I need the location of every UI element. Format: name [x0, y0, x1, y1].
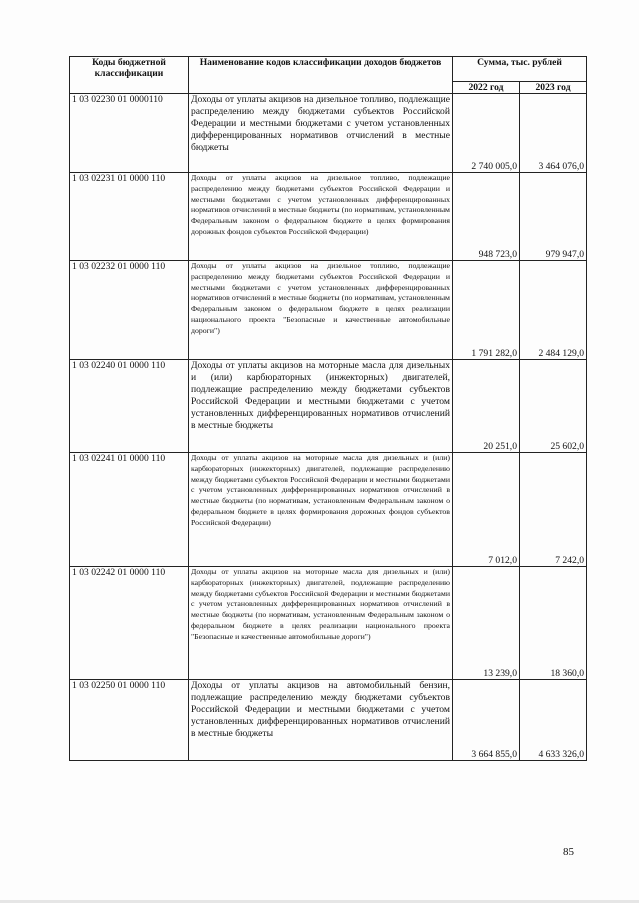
table-row: [70, 680, 587, 761]
value-2022-cell: 20 251,0: [453, 360, 520, 453]
name-cell: Доходы от уплаты акцизов на моторные масла для дизельных и (или) карбюраторных (инжекторных) двигателей, подлежащие распределению между бюджетами субъектов Российской Федерации и местными бюджетами с учетом установленных дифференцированных нормативов отчислений в местные бюджеты (по нормативам, установленным Федеральным законом о федеральном бюджете в целях формирования дорожных фондов субъектов Российской Федерации): [189, 453, 453, 567]
name-cell: Доходы от уплаты акцизов на дизельное топливо, подлежащие распределению между бюджетами субъектов Российской Федерации и местными бюджетами с учетом установленных дифференцированных нормативов отчислений в местные бюджеты (по нормативам, установленным Федеральным законом о федеральном бюджете в целях реализации национального проекта "Безопасные и качественные автомобильные дороги"): [189, 261, 453, 360]
value-2022-cell: 948 723,0: [453, 173, 520, 261]
value-2022-cell: 2 740 005,0: [453, 94, 520, 173]
code-cell: 1 03 02232 01 0000 110: [70, 261, 189, 360]
value-2023-cell: 2 484 129,0: [520, 261, 587, 360]
code-cell: 1 03 02250 01 0000 110: [70, 680, 189, 761]
name-cell: Доходы от уплаты акцизов на дизельное топливо, подлежащие распределению между бюджетами субъектов Российской Федерации и местными бюджетами с учетом установленных дифференцированных нормативов отчислений в местные бюджеты: [189, 94, 453, 173]
table-row: [70, 173, 587, 261]
code-cell: 1 03 02240 01 0000 110: [70, 360, 189, 453]
code-cell: 1 03 02231 01 0000 110: [70, 173, 189, 261]
table-row: [70, 567, 587, 680]
code-cell: 1 03 02230 01 0000110: [70, 94, 189, 173]
value-2022-cell: 13 239,0: [453, 567, 520, 680]
table-row: [70, 360, 587, 453]
value-2023-cell: 25 602,0: [520, 360, 587, 453]
page-number: 85: [563, 846, 574, 858]
value-2023-cell: 3 464 076,0: [520, 94, 587, 173]
name-cell: Доходы от уплаты акцизов на дизельное топливо, подлежащие распределению между бюджетами субъектов Российской Федерации и местными бюджетами с учетом установленных дифференцированных нормативов отчислений в местные бюджеты (по нормативам, установленным Федеральным законом о федеральном бюджете в целях формирования дорожных фондов субъектов Российской Федерации): [189, 173, 453, 261]
name-cell: Доходы от уплаты акцизов на автомобильный бензин, подлежащие распределению между бюджетами субъектов Российской Федерации и местными бюджетами с учетом установленных дифференцированных нормативов отчислений в местные бюджеты: [189, 680, 453, 761]
year-2022-header: 2022 год: [453, 82, 520, 94]
value-2022-cell: 7 012,0: [453, 453, 520, 567]
value-2022-cell: 1 791 282,0: [453, 261, 520, 360]
year-2023-header: 2023 год: [520, 82, 587, 94]
name-cell: Доходы от уплаты акцизов на моторные масла для дизельных и (или) карбюраторных (инжекторных) двигателей, подлежащие распределению между бюджетами субъектов Российской Федерации и местными бюджетами с учетом установленных дифференцированных нормативов отчислений в местные бюджеты (по нормативам, установленным Федеральным законом о федеральном бюджете в целях реализации национального проекта "Безопасные и качественные автомобильные дороги"): [189, 567, 453, 680]
sum-header: Сумма, тыс. рублей: [453, 57, 587, 82]
value-2023-cell: 18 360,0: [520, 567, 587, 680]
value-2023-cell: 979 947,0: [520, 173, 587, 261]
code-cell: 1 03 02241 01 0000 110: [70, 453, 189, 567]
codes-header: Коды бюджетной классификации: [70, 57, 189, 94]
table-row: [70, 94, 587, 173]
value-2022-cell: 3 664 855,0: [453, 680, 520, 761]
value-2023-cell: 4 633 326,0: [520, 680, 587, 761]
name-cell: Доходы от уплаты акцизов на моторные масла для дизельных и (или) карбюраторных (инжекторных) двигателей, подлежащие распределению между бюджетами субъектов Российской Федерации и местными бюджетами с учетом установленных дифференцированных нормативов отчислений в местные бюджеты: [189, 360, 453, 453]
value-2023-cell: 7 242,0: [520, 453, 587, 567]
table-row: [70, 453, 587, 567]
code-cell: 1 03 02242 01 0000 110: [70, 567, 189, 680]
budget-table: [69, 56, 587, 761]
name-header: Наименование кодов классификации доходов бюджетов: [189, 57, 453, 94]
table-row: [70, 261, 587, 360]
